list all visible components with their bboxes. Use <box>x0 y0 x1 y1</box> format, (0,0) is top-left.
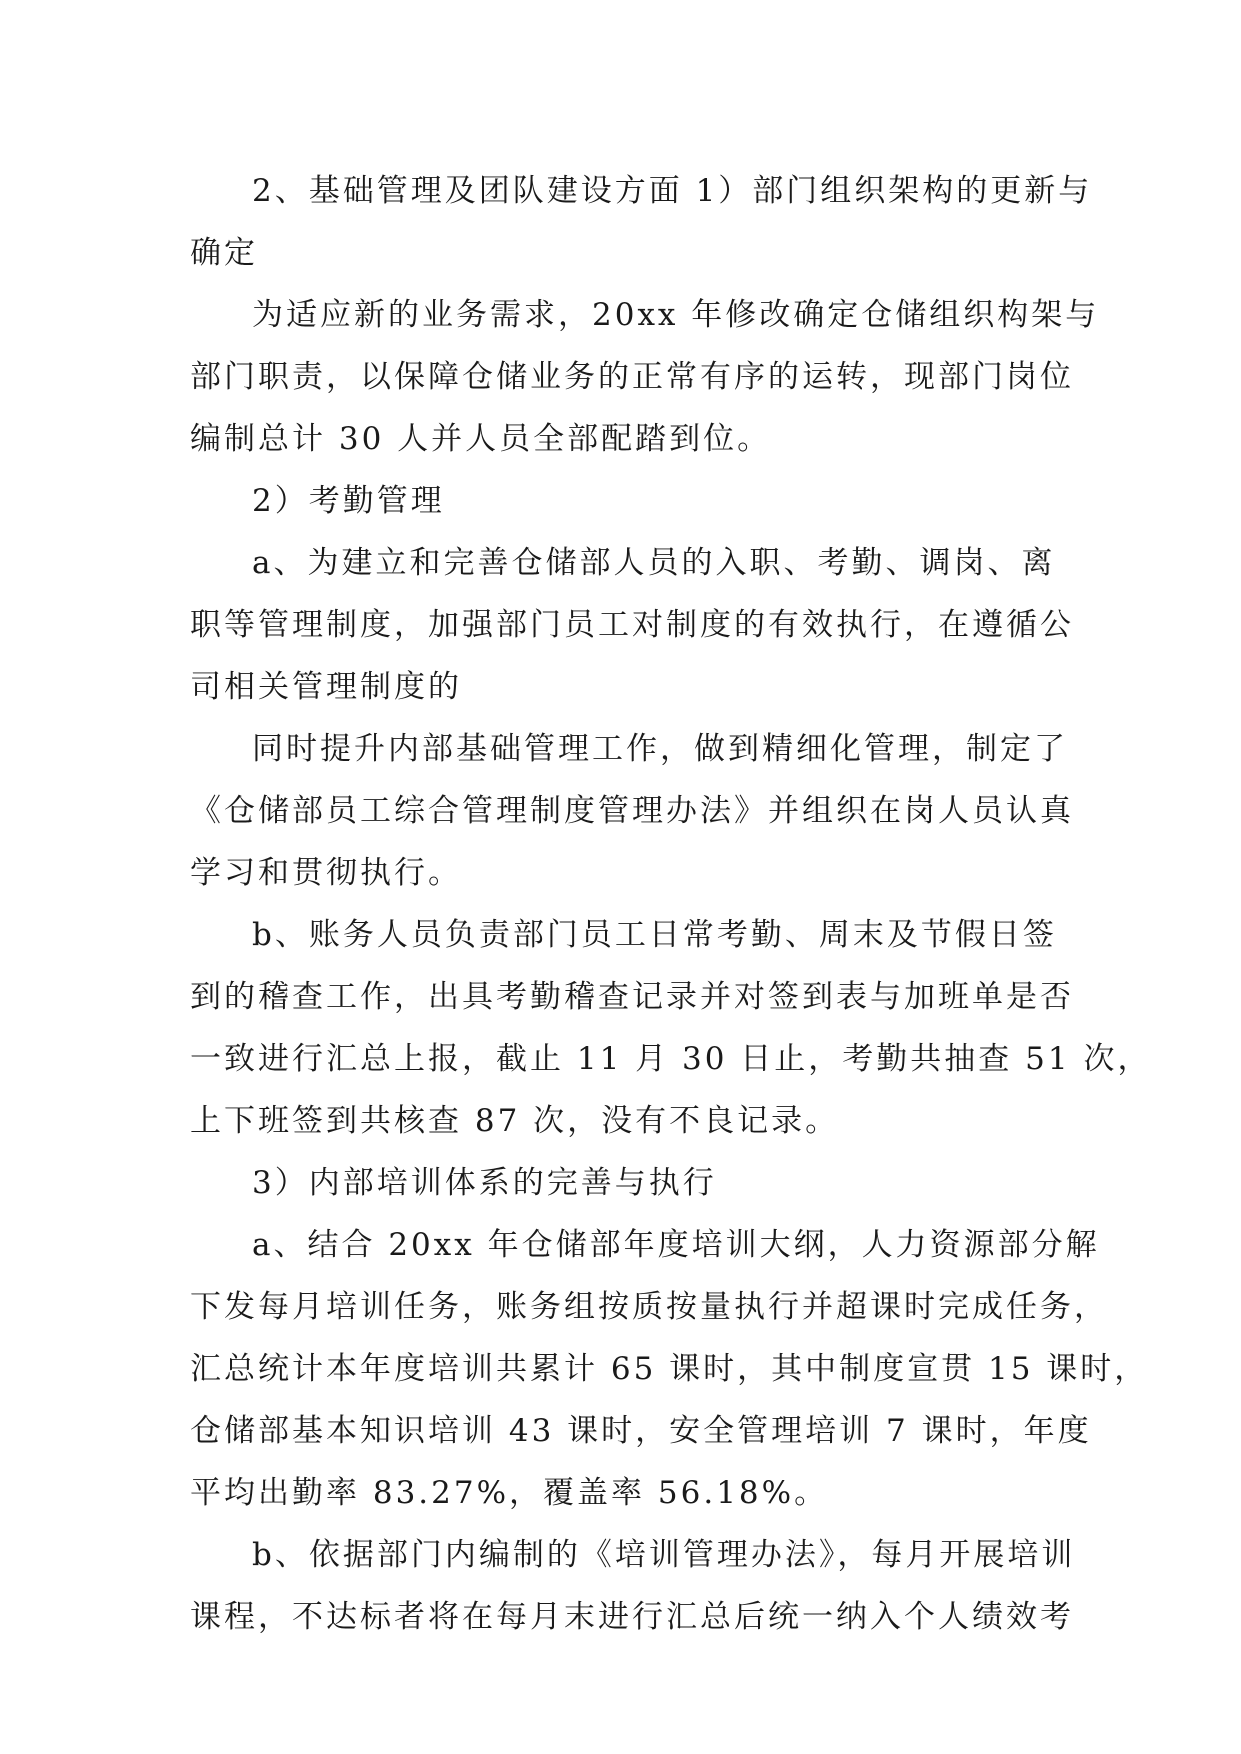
paragraph-line: 到的稽查工作，出具考勤稽查记录并对签到表与加班单是否 <box>190 979 1074 1015</box>
paragraph-attendance-a <box>190 532 1074 718</box>
paragraph-line: 2、基础管理及团队建设方面 1）部门组织架构的更新与 <box>252 173 1093 209</box>
paragraph-line: 同时提升内部基础管理工作，做到精细化管理，制定了 <box>252 731 1068 767</box>
document-body <box>190 160 1152 1648</box>
subheading-training <box>190 1152 1060 1214</box>
paragraph-line: b、依据部门内编制的《培训管理办法》，每月开展培训 <box>252 1537 1076 1573</box>
paragraph-attendance-a-cont <box>190 718 1074 904</box>
paragraph-line: 编制总计 30 人并人员全部配踏到位。 <box>190 421 772 457</box>
paragraph-line: 确定 <box>190 235 258 271</box>
paragraph-training-a <box>190 1214 1149 1524</box>
paragraph-line: 汇总统计本年度培训共累计 65 课时，其中制度宣贯 15 课时， <box>190 1351 1149 1387</box>
paragraph-org-structure <box>190 284 1100 470</box>
paragraph-line: 学习和贯彻执行。 <box>190 855 462 891</box>
paragraph-line: b、账务人员负责部门员工日常考勤、周末及节假日签 <box>252 917 1057 953</box>
paragraph-line: a、为建立和完善仓储部人员的入职、考勤、调岗、离 <box>252 545 1056 581</box>
subheading-line: 3）内部培训体系的完善与执行 <box>252 1165 717 1201</box>
paragraph-line: 职等管理制度，加强部门员工对制度的有效执行，在遵循公 <box>190 607 1074 643</box>
paragraph-line: a、结合 20xx 年仓储部年度培训大纲，人力资源部分解 <box>252 1227 1100 1263</box>
paragraph-line: 下发每月培训任务，账务组按质按量执行并超课时完成任务， <box>190 1289 1108 1325</box>
subheading-attendance <box>190 470 1060 532</box>
paragraph-line: 一致进行汇总上报，截止 11 月 30 日止，考勤共抽查 51 次， <box>190 1041 1152 1077</box>
paragraph-line: 部门职责，以保障仓储业务的正常有序的运转，现部门岗位 <box>190 359 1074 395</box>
paragraph-section-2-heading <box>190 160 1093 284</box>
paragraph-line: 课程，不达标者将在每月末进行汇总后统一纳入个人绩效考 <box>190 1599 1074 1635</box>
paragraph-line: 上下班签到共核查 87 次，没有不良记录。 <box>190 1103 840 1139</box>
paragraph-line: 平均出勤率 83.27%，覆盖率 56.18%。 <box>190 1475 829 1511</box>
paragraph-line: 司相关管理制度的 <box>190 669 462 705</box>
paragraph-attendance-b <box>190 904 1152 1152</box>
paragraph-training-b <box>190 1524 1076 1648</box>
paragraph-line: 《仓储部员工综合管理制度管理办法》并组织在岗人员认真 <box>190 793 1074 829</box>
paragraph-line: 为适应新的业务需求，20xx 年修改确定仓储组织构架与 <box>252 297 1100 333</box>
paragraph-line: 仓储部基本知识培训 43 课时，安全管理培训 7 课时，年度 <box>190 1413 1092 1449</box>
subheading-line: 2）考勤管理 <box>252 483 445 519</box>
